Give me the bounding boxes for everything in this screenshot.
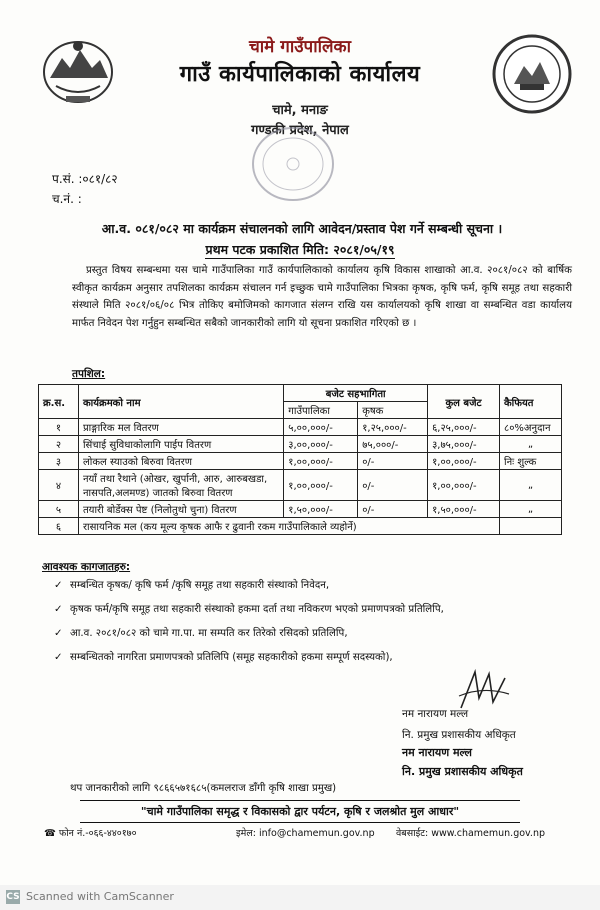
schedule-label: तपशिल:	[72, 368, 106, 380]
cell-program: नयाँ तथा रैथाने (ओखर, खुर्पानी, आरु, आरुबखडा, नासपति,अलमण्ड) जातको बिरुवा वितरण	[78, 470, 283, 501]
cell-sn: ३	[39, 453, 79, 470]
cell-remarks: „	[500, 501, 562, 518]
document-text: सम्बन्धितको नागरिता प्रमाणपत्रको प्रतिलिपि (समूह सहकारीको हकमा सम्पूर्ण सदस्यको),	[70, 652, 393, 663]
list-item	[54, 622, 564, 646]
cell-mun: १,००,०००/-	[284, 470, 358, 501]
checkmark-icon: ✓	[54, 604, 63, 615]
contact-info: थप जानकारीको लागि ९८६६५७१६८५(कमलराज डाँगी कृषि शाखा प्रमुख)	[70, 783, 337, 794]
cell-program: तयारी बोर्डेक्स पेष्ट (निलोतुथो चुना) वितरण	[78, 501, 283, 518]
table-row	[39, 453, 562, 470]
camscanner-logo-icon: CS	[6, 892, 20, 902]
camscanner-bar	[0, 885, 600, 910]
cell-remarks: निः शुल्क	[500, 453, 562, 470]
cell-program: रासायनिक मल (कय मूल्य कृषक आफै र ढुवानी रकम गाउँपालिकाले व्यहोर्ने)	[78, 518, 499, 535]
cell-total: १,५०,०००/-	[428, 501, 500, 518]
table-header-row	[39, 385, 562, 402]
checkmark-icon: ✓	[54, 628, 63, 639]
table-row	[39, 518, 562, 535]
cell-sn: ५	[39, 501, 79, 518]
document-text: कृषक फर्म/कृषि समूह तथा सहकारी संस्थाको हकमा दर्ता तथा नविकरण भएको प्रमाणपत्रको प्रतिलिपि,	[70, 604, 444, 615]
published-date	[0, 241, 600, 258]
cell-farmer: ७५,०००/-	[358, 436, 428, 453]
cell-farmer: ०/-	[358, 453, 428, 470]
cell-total: ३,७५,०००/-	[428, 436, 500, 453]
header-sn: क्र.स.	[39, 385, 79, 419]
cell-farmer: १,२५,०००/-	[358, 419, 428, 436]
office-stamp	[246, 120, 340, 208]
municipality-name: चामे गाउँपालिका	[248, 37, 352, 57]
cell-program: प्राङ्गारिक मल वितरण	[78, 419, 283, 436]
cell-mun: ५,००,०००/-	[284, 419, 358, 436]
checkmark-icon: ✓	[54, 652, 63, 663]
cell-remarks: „	[500, 470, 562, 501]
table-row	[39, 470, 562, 501]
office-name: गाउँ कार्यपालिकाको कार्यालय	[179, 62, 421, 87]
cell-farmer: ०/-	[358, 501, 428, 518]
documents-list	[54, 574, 564, 670]
notice-body: प्रस्तुत विषय सम्बन्धमा यस चामे गाउँपालिका गाउँ कार्यपालिकाको कार्यालय कृषि विकास शाखाको आ.व. २०८१/०८२ को बार्षिक स्वीकृत कार्यक्रम अनुसार तपशिलका कार्यक्रम संचालन गर्न इच्छुक चामे गाउँपालिका भित्रका कृषक, कृषि फर्म, कृषि समूह तथा सहकारी संस्थाले मिति २०८१/०६/०८ भित्र तोकिए बमोजिमको कागजात संलग्न राखि यस कार्यालयको कृषि शाखा वा सम्बन्धित वडा कार्यालय मार्फत निवेदन पेश गर्नुहुन सम्बन्धित सबैको जानकारीको लागि यो सूचना प्रकाशित गरिएको छ ।	[72, 265, 572, 329]
signatory-name-stamp: नम नारायण मल्ल	[402, 746, 472, 759]
documents-heading: आवश्यक कागजातहरु:	[42, 561, 131, 573]
header-municipality: गाउँपालिका	[284, 402, 358, 419]
notice-title: आ.व. ०८१/०८२ मा कार्यक्रम संचालनको लागि आवेदन/प्रस्ताव पेश गर्ने सम्बन्धी सूचना ।	[101, 221, 503, 236]
cell-mun: ३,००,०००/-	[284, 436, 358, 453]
document-text: सम्बन्धित कृषक/ कृषि फर्म /कृषि समूह तथा सहकारी संस्थाको निवेदन,	[70, 580, 330, 591]
footer-phone	[44, 826, 137, 839]
chalani-number: च.नं. :	[52, 192, 82, 206]
published-date-text: प्रथम पटक प्रकाशित मिति: २०८१/०५/१९	[205, 242, 395, 257]
cell-program: सिंचाई सुविधाकोलागि पाईप वितरण	[78, 436, 283, 453]
municipality-logo-icon	[490, 32, 574, 116]
list-item	[54, 574, 564, 598]
table-row	[39, 501, 562, 518]
cell-remarks: „	[500, 436, 562, 453]
checkmark-icon: ✓	[54, 580, 63, 591]
cell-program: लोकल स्याउको बिरुवा वितरण	[78, 453, 283, 470]
cell-remarks: ८०%अनुदान	[500, 419, 562, 436]
list-item	[54, 598, 564, 622]
cell-remarks-empty	[500, 518, 562, 535]
header-budget-share: बजेट सहभागिता	[284, 385, 428, 402]
signatory-name-handwritten: नम नारायण मल्ल	[402, 708, 469, 720]
header-farmer: कृषक	[358, 402, 428, 419]
footer-email[interactable]: इमेल: info@chamemun.gov.np	[236, 828, 375, 839]
cell-total: १,००,०००/-	[428, 453, 500, 470]
signatory-title: नि. प्रमुख प्रशासकीय अधिकृत	[402, 729, 516, 741]
address-line-1: चामे, मनाङ	[272, 103, 328, 118]
list-item	[54, 646, 564, 670]
header-program: कार्यक्रमको नाम	[78, 385, 283, 419]
signatory-title-stamp: नि. प्रमुख प्रशासकीय अधिकृत	[402, 765, 523, 778]
phone-icon: ☎	[44, 828, 56, 839]
cell-farmer: ०/-	[358, 470, 428, 501]
cell-sn: १	[39, 419, 79, 436]
patra-sankhya: प.सं. :०८१/८२	[52, 172, 118, 186]
header-remarks: कैफियत	[500, 385, 562, 419]
slogan: "चामे गाउँपालिका समृद्ध र विकासको द्वार पर्यटन, कृषि र जलश्रोत मुल आधार"	[80, 800, 520, 823]
program-budget-table	[38, 384, 562, 535]
header-total: कुल बजेट	[428, 385, 500, 419]
address-line-2: गण्डकी प्रदेश, नेपाल	[251, 123, 349, 138]
document-text: आ.व. २०८१/०८२ को चामे गा.पा. मा सम्पति कर तिरेको रसिदको प्रतिलिपि,	[70, 628, 348, 639]
table-row	[39, 419, 562, 436]
cell-sn: ४	[39, 470, 79, 501]
cell-total: १,००,०००/-	[428, 470, 500, 501]
table-row	[39, 436, 562, 453]
cell-mun: १,५०,०००/-	[284, 501, 358, 518]
phone-text: फोन नं.-०६६-४४०१७०	[58, 828, 137, 839]
cell-sn: २	[39, 436, 79, 453]
footer-website[interactable]: वेबसाईट: www.chamemun.gov.np	[396, 828, 545, 839]
cell-sn: ६	[39, 518, 79, 535]
cell-total: ६,२५,०००/-	[428, 419, 500, 436]
cell-mun: १,००,०००/-	[284, 453, 358, 470]
camscanner-text: Scanned with CamScanner	[26, 890, 174, 903]
